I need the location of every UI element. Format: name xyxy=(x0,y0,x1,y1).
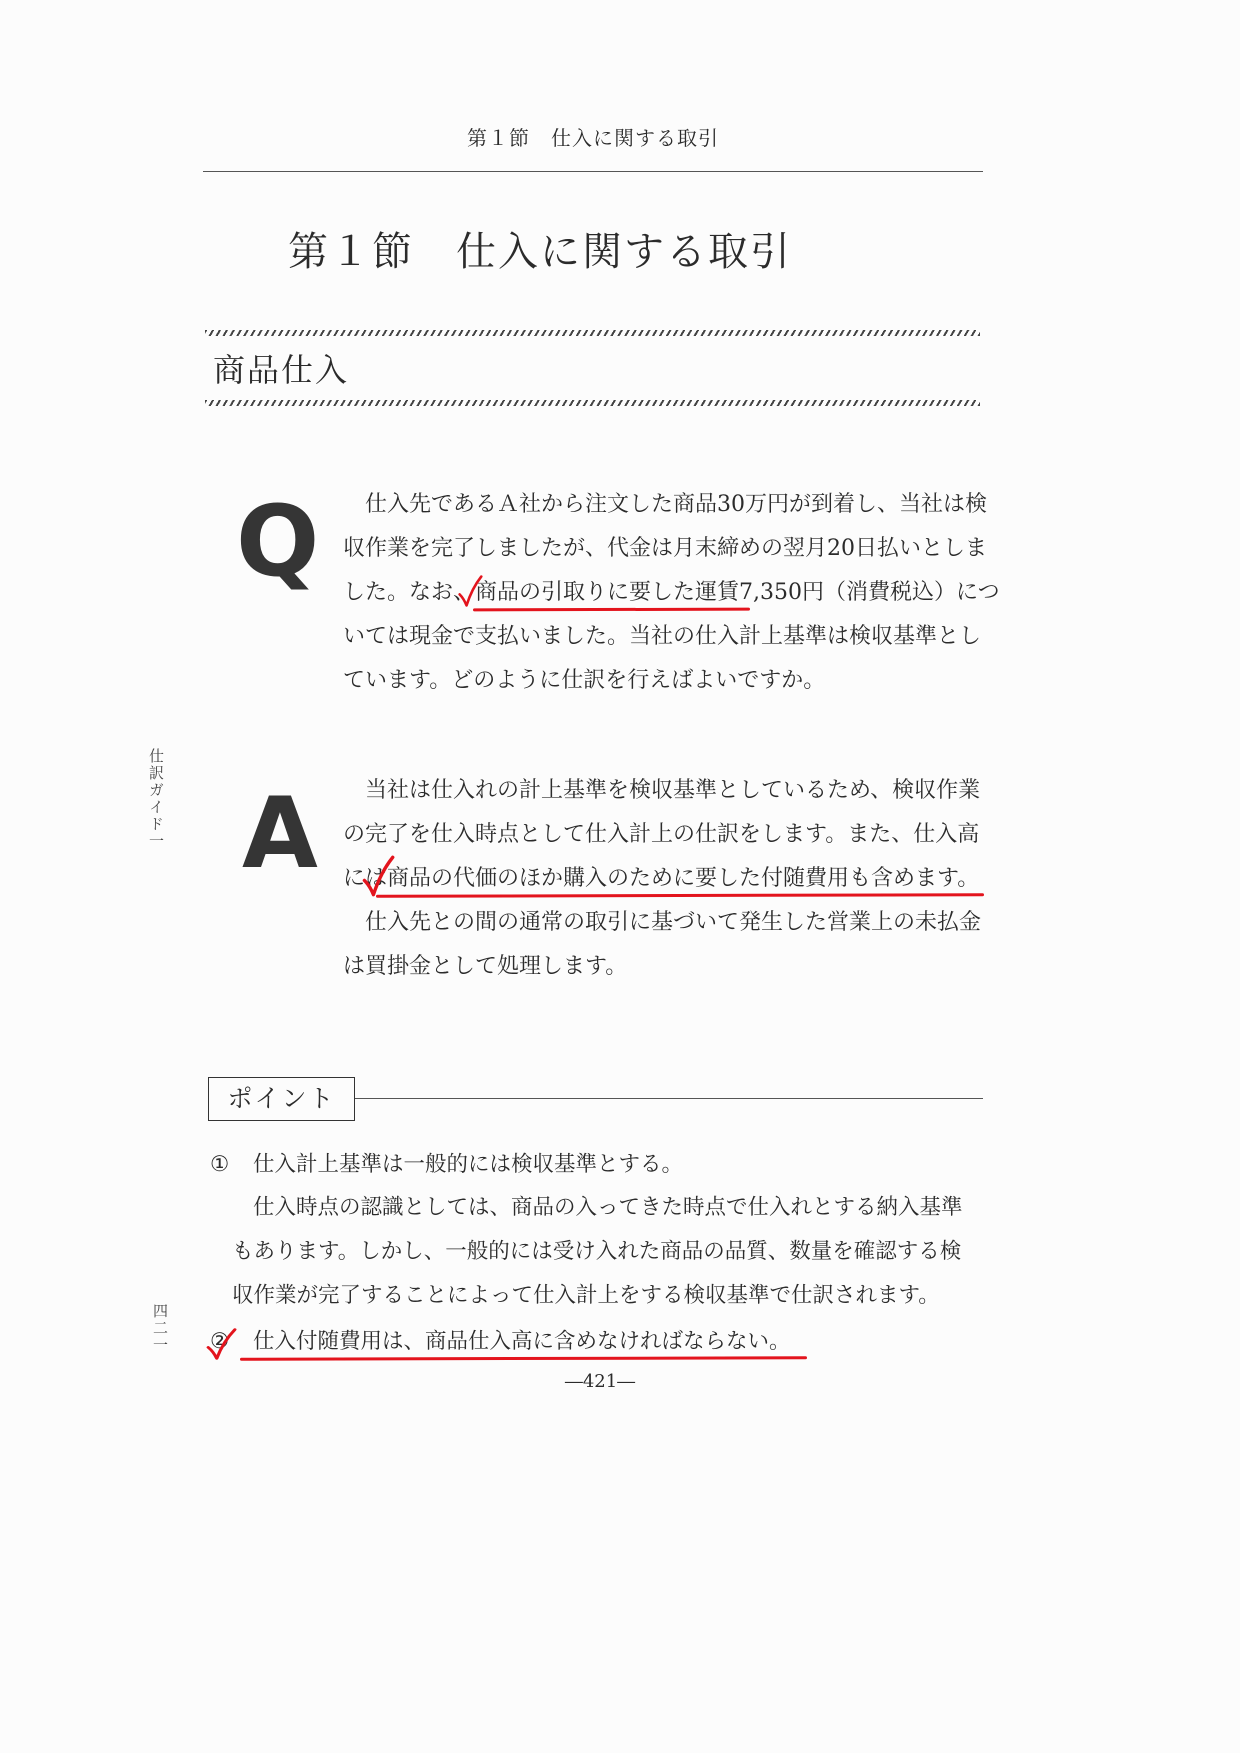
line-text: 収作業が完了することによって仕入計上をする検収基準で仕訳されます。 xyxy=(232,1283,940,1308)
line-text: いては現金で支払いました。当社の仕入計上基準は検収基準とし xyxy=(343,624,982,649)
running-header: 第１節 仕入に関する取引 xyxy=(467,126,719,150)
point-heading-box: ポイント xyxy=(208,1077,355,1121)
line-text: もあります。しかし、一般的には受け入れた商品の品質、数量を確認する検 xyxy=(232,1239,962,1264)
point-item-2 xyxy=(210,1320,791,1364)
line-text: 7,350円（消費税込）につ xyxy=(739,580,1000,605)
question-line xyxy=(343,527,993,571)
underlined-text: 商品の引取りに要した運賃 xyxy=(475,580,740,605)
section-rule-top xyxy=(205,330,980,336)
red-check-icon xyxy=(457,574,483,608)
point-item-text: 仕入計上基準は一般的には検収基準とする。 xyxy=(253,1152,684,1177)
answer-text xyxy=(343,769,993,989)
margin-page-number: 四二一 xyxy=(151,1303,169,1354)
point-item-1 xyxy=(210,1143,683,1187)
point-item-1-body xyxy=(232,1186,992,1318)
section-title: 商品仕入 xyxy=(213,351,350,389)
line-text: 仕入時点の認識としては、商品の入ってきた時点で仕入れとする納入基準 xyxy=(253,1195,963,1220)
point-body-line xyxy=(232,1230,992,1274)
point-item-number: ② xyxy=(210,1329,230,1354)
line-text: の完了を仕入時点として仕入計上の仕訳をします。また、仕入高 xyxy=(343,822,980,847)
point-body-line xyxy=(232,1186,992,1230)
question-line xyxy=(343,483,993,527)
line-text: は買掛金として処理します。 xyxy=(343,954,628,979)
line-text: 収作業を完了しましたが、代金は月末締めの翌月20日払いとしま xyxy=(343,536,987,561)
answer-line xyxy=(343,945,993,989)
chapter-title: 第１節 仕入に関する取引 xyxy=(288,229,792,275)
question-line xyxy=(343,659,993,703)
point-rule xyxy=(355,1098,983,1099)
line-text: 仕入先との間の通常の取引に基づいて発生した営業上の未払金 xyxy=(365,910,982,935)
answer-label: A xyxy=(242,777,318,891)
red-check-icon xyxy=(361,854,395,898)
answer-line xyxy=(343,769,993,813)
question-text xyxy=(343,483,1000,703)
line-text: ています。どのように仕訳を行えばよいですか。 xyxy=(343,668,826,693)
red-underline-annotation xyxy=(387,857,979,901)
question-line xyxy=(343,615,993,659)
answer-line xyxy=(343,813,993,857)
point-body-line xyxy=(232,1274,992,1318)
line-text: 当社は仕入れの計上基準を検収基準としているため、検収作業 xyxy=(365,778,981,803)
red-underline-annotation xyxy=(475,571,739,615)
line-text: 仕入先であるＡ社から注文した商品30万円が到着し、当社は検 xyxy=(365,492,987,517)
question-line xyxy=(343,571,1000,615)
line-text: した。なお、 xyxy=(343,580,476,605)
question-label: Q xyxy=(236,485,320,599)
answer-line xyxy=(343,901,993,945)
point-item-text: 仕入付随費用は、商品仕入高に含めなければならない。 xyxy=(253,1329,791,1354)
header-rule xyxy=(203,171,983,172)
red-underline-annotation xyxy=(253,1320,791,1364)
underlined-text: 商品の代価のほか購入のために要した付随費用も含めます。 xyxy=(387,866,980,891)
answer-line xyxy=(343,857,993,901)
red-check-icon xyxy=(205,1327,237,1361)
point-item-number: ① xyxy=(210,1152,230,1177)
section-rule-bottom xyxy=(205,400,980,406)
margin-label: 仕訳ガイド一 xyxy=(147,748,165,850)
line-text: には xyxy=(343,866,388,891)
page-number: ―421― xyxy=(564,1371,636,1392)
